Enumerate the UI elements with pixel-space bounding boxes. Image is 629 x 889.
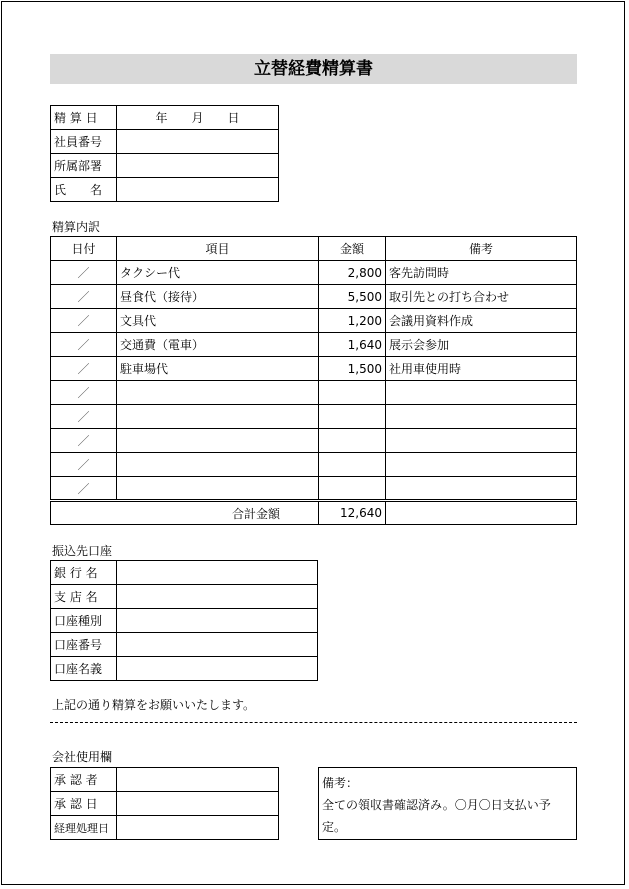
accounting-date-field[interactable]	[117, 816, 279, 840]
table-row	[51, 357, 577, 381]
account-holder-field[interactable]	[117, 657, 318, 681]
bank-row	[51, 609, 318, 633]
request-text: 上記の通り精算をお願いいたします。	[52, 698, 256, 712]
amount-cell[interactable]: 1,500	[319, 357, 386, 381]
table-row	[51, 453, 577, 477]
amount-cell[interactable]: 2,800	[319, 261, 386, 285]
amount-cell[interactable]: 1,640	[319, 333, 386, 357]
item-cell[interactable]	[117, 477, 319, 501]
remarks-label: 備考：	[322, 776, 359, 790]
company-label: 経理処理日	[51, 816, 117, 840]
header-row	[51, 106, 279, 130]
note-cell[interactable]	[386, 477, 577, 501]
company-label: 承 認 日	[51, 792, 117, 816]
column-header: 日付	[51, 237, 117, 261]
amount-cell[interactable]: 5,500	[319, 285, 386, 309]
total-note-cell	[386, 501, 577, 525]
note-cell[interactable]: 社用車使用時	[386, 357, 577, 381]
document-title: 立替経費精算書	[50, 54, 577, 84]
date-cell[interactable]: ／	[51, 357, 117, 381]
account-number-field[interactable]	[117, 633, 318, 657]
total-row	[51, 501, 577, 525]
item-cell[interactable]: 昼食代（接待）	[117, 285, 319, 309]
company-label: 承 認 者	[51, 768, 117, 792]
item-cell[interactable]: 文具代	[117, 309, 319, 333]
remarks-text: 全ての領収書確認済み。〇月〇日支払い予定。	[322, 798, 551, 834]
column-header: 備考	[386, 237, 577, 261]
table-row	[51, 405, 577, 429]
date-cell[interactable]: ／	[51, 453, 117, 477]
remarks-box[interactable]	[318, 767, 577, 840]
details-heading: 精算内訳	[52, 220, 101, 234]
bank-label: 口座番号	[51, 633, 117, 657]
amount-cell[interactable]	[319, 429, 386, 453]
bank-label: 口座名義	[51, 657, 117, 681]
bank-label: 口座種別	[51, 609, 117, 633]
branch-name-field[interactable]	[117, 585, 318, 609]
header-row	[51, 154, 279, 178]
date-cell[interactable]: ／	[51, 405, 117, 429]
note-cell[interactable]: 客先訪問時	[386, 261, 577, 285]
table-row	[51, 477, 577, 501]
column-header: 金額	[319, 237, 386, 261]
note-cell[interactable]: 会議用資料作成	[386, 309, 577, 333]
bank-label: 銀 行 名	[51, 561, 117, 585]
total-amount: 12,640	[319, 501, 386, 525]
item-cell[interactable]: タクシー代	[117, 261, 319, 285]
header-row	[51, 178, 279, 202]
bank-row	[51, 657, 318, 681]
header-label: 社員番号	[51, 130, 117, 154]
item-cell[interactable]	[117, 405, 319, 429]
header-row	[51, 130, 279, 154]
account-type-field[interactable]	[117, 609, 318, 633]
company-heading: 会社使用欄	[52, 750, 113, 764]
header-label: 所属部署	[51, 154, 117, 178]
company-row	[51, 816, 279, 840]
bank-row	[51, 585, 318, 609]
header-label: 氏 名	[51, 178, 117, 202]
expense-details-table	[50, 236, 577, 525]
amount-cell[interactable]	[319, 453, 386, 477]
bank-heading: 振込先口座	[52, 544, 113, 558]
table-row	[51, 261, 577, 285]
date-cell[interactable]: ／	[51, 477, 117, 501]
company-use-table	[50, 767, 279, 840]
approver-field[interactable]	[117, 768, 279, 792]
table-row	[51, 429, 577, 453]
bank-account-table	[50, 560, 318, 681]
header-label: 精 算 日	[51, 106, 117, 130]
note-cell[interactable]	[386, 453, 577, 477]
table-row	[51, 381, 577, 405]
bank-row	[51, 633, 318, 657]
note-cell[interactable]	[386, 429, 577, 453]
company-row	[51, 768, 279, 792]
table-row	[51, 333, 577, 357]
item-cell[interactable]	[117, 453, 319, 477]
amount-cell[interactable]: 1,200	[319, 309, 386, 333]
date-cell[interactable]: ／	[51, 333, 117, 357]
header-info-table	[50, 105, 279, 202]
company-row	[51, 792, 279, 816]
column-header: 項目	[117, 237, 319, 261]
date-cell[interactable]: ／	[51, 309, 117, 333]
amount-cell[interactable]	[319, 477, 386, 501]
total-label: 合計金額	[51, 501, 319, 525]
bank-name-field[interactable]	[117, 561, 318, 585]
bank-row	[51, 561, 318, 585]
date-cell[interactable]: ／	[51, 285, 117, 309]
settlement-date-field[interactable]: 年 月 日	[117, 106, 279, 130]
bank-label: 支 店 名	[51, 585, 117, 609]
table-row	[51, 285, 577, 309]
amount-cell[interactable]	[319, 405, 386, 429]
item-cell[interactable]	[117, 429, 319, 453]
details-header-row	[51, 237, 577, 261]
date-cell[interactable]: ／	[51, 429, 117, 453]
item-cell[interactable]: 交通費（電車）	[117, 333, 319, 357]
divider	[50, 722, 577, 723]
date-cell[interactable]: ／	[51, 261, 117, 285]
item-cell[interactable]: 駐車場代	[117, 357, 319, 381]
date-cell[interactable]: ／	[51, 381, 117, 405]
note-cell[interactable]: 取引先との打ち合わせ	[386, 285, 577, 309]
item-cell[interactable]	[117, 381, 319, 405]
employee-number-field[interactable]	[117, 130, 279, 154]
note-cell[interactable]	[386, 405, 577, 429]
name-field[interactable]	[117, 178, 279, 202]
amount-cell[interactable]	[319, 381, 386, 405]
department-field[interactable]	[117, 154, 279, 178]
table-row	[51, 309, 577, 333]
approval-date-field[interactable]	[117, 792, 279, 816]
note-cell[interactable]: 展示会参加	[386, 333, 577, 357]
note-cell[interactable]	[386, 381, 577, 405]
